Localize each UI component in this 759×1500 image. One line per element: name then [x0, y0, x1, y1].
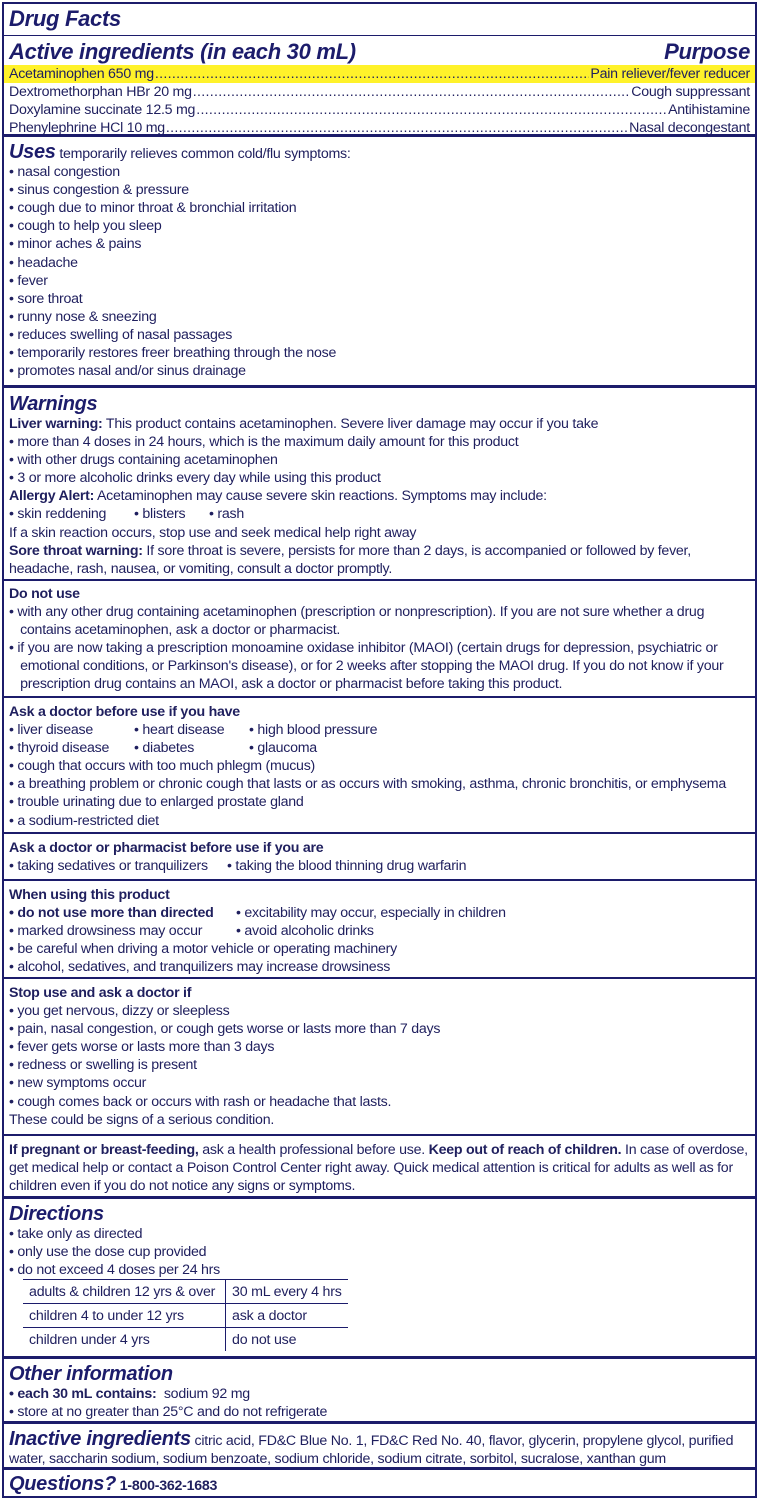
inactive-ingredients-section	[4, 1421, 755, 1467]
sore-throat-warning	[9, 542, 750, 560]
when-using-item: • do not use more than directed	[9, 905, 214, 922]
do-not-use-line: • if you are now taking a prescription monoamine oxidase inhibitor (MAOI) (certain drugs for depression, psychiatric or	[9, 640, 718, 657]
questions-heading: Questions?	[9, 1473, 117, 1495]
allergy-symptom: • skin reddening	[9, 506, 107, 523]
condition-item: • diabetes	[134, 740, 195, 757]
do-not-use-section	[4, 579, 755, 696]
drug-facts-panel	[2, 2, 757, 1498]
condition-item: • glaucoma	[249, 740, 317, 757]
stop-use-item: • pain, nasal congestion, or cough gets worse or lasts more than 7 days	[9, 1021, 441, 1038]
directions-item: • only use the dose cup provided	[9, 1244, 207, 1261]
uses-item: • reduces swelling of nasal passages	[9, 326, 233, 343]
dosage-amount: do not use	[226, 1328, 348, 1352]
do-not-use-heading: Do not use	[9, 586, 80, 602]
ingredient-row-doxylamine	[9, 101, 750, 119]
questions-section	[4, 1467, 755, 1496]
uses-item: • runny nose & sneezing	[9, 308, 157, 325]
inactive-ingredients-heading: Inactive ingredients	[9, 1428, 191, 1450]
when-using-section	[4, 879, 755, 977]
dosage-amount: ask a doctor	[226, 1304, 348, 1328]
ask-doctor-heading: Ask a doctor before use if you have	[9, 704, 240, 720]
stop-use-section	[4, 977, 755, 1134]
phone-number[interactable]: 1-800-362-1683	[116, 1478, 218, 1494]
pregnancy-line-1	[9, 1141, 750, 1159]
dosage-age: adults & children 12 yrs & over	[23, 1280, 226, 1304]
leader-dots	[196, 101, 667, 119]
liver-item: • with other drugs containing acetaminophen	[9, 452, 278, 469]
when-using-heading: When using this product	[9, 887, 170, 903]
ingredient-name: Doxylamine succinate 12.5 mg	[9, 102, 196, 119]
uses-item: • sore throat	[9, 290, 83, 307]
ask-pharmacist-heading: Ask a doctor or pharmacist before use if you are	[9, 840, 324, 856]
directions-section	[4, 1196, 755, 1356]
when-using-item: • be careful when driving a motor vehicle or operating machinery	[9, 941, 397, 958]
keep-out-of-reach-label: Keep out of reach of children.	[428, 1142, 622, 1158]
uses-item: • minor aches & pains	[9, 236, 142, 253]
pharmacist-item: • taking the blood thinning drug warfarin	[227, 858, 467, 875]
stop-use-item: • new symptoms occur	[9, 1075, 147, 1092]
ask-doctor-grid-row	[9, 739, 750, 757]
when-using-item: • alcohol, sedatives, and tranquilizers may increase drowsiness	[9, 959, 391, 976]
pregnancy-line-3: children even if you do not notice any signs or symptoms.	[9, 1178, 356, 1195]
other-info-section	[4, 1356, 755, 1421]
stop-use-heading: Stop use and ask a doctor if	[9, 985, 192, 1001]
liver-warning-label: Liver warning:	[9, 416, 103, 432]
when-using-item: • excitability may occur, especially in children	[236, 905, 506, 922]
sore-throat-label: Sore throat warning:	[9, 542, 143, 559]
stop-use-item: • you get nervous, dizzy or sleepless	[9, 1003, 230, 1020]
dosage-row	[23, 1328, 348, 1352]
ingredient-name: Acetaminophen 650 mg	[9, 66, 154, 82]
uses-item: • cough to help you sleep	[9, 218, 162, 235]
do-not-use-line: contains acetaminophen, ask a doctor or pharmacist.	[9, 622, 341, 639]
inactive-ingredients-text: citric acid, FD&C Blue No. 1, FD&C Red No. 40, flavor, glycerin, propylene glycol, purified	[190, 1433, 734, 1449]
warnings-heading: Warnings	[9, 393, 98, 415]
stop-use-item: • fever gets worse or lasts more than 3 days	[9, 1039, 275, 1056]
leader-dots	[193, 83, 630, 101]
ingredient-purpose: Nasal decongestant	[629, 120, 750, 137]
dosage-row	[23, 1280, 348, 1304]
liver-item: • more than 4 doses in 24 hours, which is the maximum daily amount for this product	[9, 434, 519, 451]
overdose-text: In case of overdose,	[621, 1142, 748, 1158]
when-using-item: • avoid alcoholic drinks	[236, 923, 374, 940]
sodium-info	[9, 1385, 750, 1403]
liver-warning	[9, 415, 750, 433]
ask-pharmacist-section	[4, 832, 755, 879]
uses-section	[4, 134, 755, 384]
liver-warning-text: This product contains acetaminophen. Severe liver damage may occur if you take	[102, 416, 599, 432]
allergy-alert-text: Acetaminophen may cause severe skin reactions. Symptoms may include:	[94, 488, 547, 505]
do-not-use-line: • with any other drug containing acetaminophen (prescription or nonprescription). If you are not sure whether a drug	[9, 604, 705, 621]
allergy-symptom: • blisters	[134, 506, 186, 523]
sodium-label: • each 30 mL contains:	[9, 1386, 157, 1402]
ingredient-purpose: Pain reliever/fever reducer	[590, 66, 750, 82]
pregnancy-line-2: get medical help or contact a Poison Control Center right away. Quick medical attention is critical for adults as well as for	[9, 1160, 733, 1177]
condition-item: • thyroid disease	[9, 740, 110, 757]
condition-item: • a breathing problem or chronic cough that lasts or as occurs with smoking, asthma, chronic bronchitis, or emphysema	[9, 776, 726, 793]
condition-item: • cough that occurs with too much phlegm (mucus)	[9, 758, 316, 775]
uses-intro: temporarily relieves common cold/flu symptoms:	[55, 146, 351, 162]
uses-item: • headache	[9, 254, 78, 271]
sore-throat-text: If sore throat is severe, persists for more than 2 days, is accompanied or followed by fever,	[142, 542, 691, 559]
uses-item: • temporarily restores freer breathing through the nose	[9, 345, 337, 362]
stop-use-item: • redness or swelling is present	[9, 1057, 197, 1074]
ask-doctor-section	[4, 696, 755, 832]
allergy-alert-label: Allergy Alert:	[9, 488, 95, 505]
pregnancy-text: ask a health professional before use.	[198, 1142, 429, 1158]
ingredient-row-dextromethorphan	[9, 83, 750, 101]
do-not-use-line: prescription drug contains an MAOI, ask a doctor or pharmacist before taking this product.	[9, 676, 563, 693]
directions-heading: Directions	[9, 1203, 104, 1225]
drug-facts-title: Drug Facts	[9, 6, 121, 31]
ingredient-row-acetaminophen	[4, 65, 755, 83]
ask-doctor-grid-row	[9, 721, 750, 739]
condition-item: • liver disease	[9, 722, 94, 739]
directions-item: • do not exceed 4 doses per 24 hrs	[9, 1262, 220, 1279]
uses-heading: Uses	[9, 141, 56, 163]
allergy-alert	[9, 487, 750, 505]
ingredient-purpose: Cough suppressant	[631, 84, 750, 101]
directions-item: • take only as directed	[9, 1226, 143, 1242]
stop-use-footer: These could be signs of a serious condition.	[9, 1111, 275, 1128]
uses-item: • cough due to minor throat & bronchial irritation	[9, 200, 297, 217]
condition-item: • a sodium-restricted diet	[9, 812, 159, 829]
uses-item: • fever	[9, 272, 48, 289]
uses-item: • sinus congestion & pressure	[9, 182, 189, 199]
stop-use-item: • cough comes back or occurs with rash or headache that lasts.	[9, 1093, 392, 1110]
dosage-age: children under 4 yrs	[23, 1328, 226, 1352]
dosage-age: children 4 to under 12 yrs	[23, 1304, 226, 1328]
when-using-grid-row	[9, 904, 750, 922]
pregnancy-label: If pregnant or breast-feeding,	[9, 1142, 199, 1158]
pregnancy-section	[4, 1134, 755, 1196]
ingredient-name: Phenylephrine HCl 10 mg	[9, 120, 165, 137]
ingredient-name: Dextromethorphan HBr 20 mg	[9, 84, 192, 101]
dosage-table	[23, 1279, 348, 1351]
condition-item: • heart disease	[134, 722, 225, 739]
drug-facts-header	[4, 6, 755, 32]
active-ingredients-heading: Active ingredients (in each 30 mL)	[9, 39, 356, 64]
sodium-value: sodium 92 mg	[156, 1386, 250, 1402]
dosage-row	[23, 1304, 348, 1328]
leader-dots	[155, 65, 590, 83]
when-using-grid-row	[9, 922, 750, 940]
do-not-use-line: emotional conditions, or Parkinson's disease), or for 2 weeks after stopping the MAOI drug. If you do not know if your	[9, 658, 724, 675]
condition-item: • trouble urinating due to enlarged prostate gland	[9, 794, 304, 811]
ask-pharmacist-row	[9, 857, 750, 875]
storage-info: • store at no greater than 25°C and do not refrigerate	[9, 1404, 328, 1421]
dosage-amount: 30 mL every 4 hrs	[226, 1280, 348, 1304]
uses-item: • nasal congestion	[9, 164, 120, 181]
pharmacist-item: • taking sedatives or tranquilizers	[9, 858, 208, 875]
ingredient-purpose: Antihistamine	[668, 102, 750, 119]
other-info-heading: Other information	[9, 1363, 173, 1385]
when-using-item: • marked drowsiness may occur	[9, 923, 203, 940]
sore-throat-text-cont: headache, rash, nausea, or vomiting, consult a doctor promptly.	[9, 560, 393, 577]
allergy-symptoms	[9, 505, 750, 523]
liver-item: • 3 or more alcoholic drinks every day while using this product	[9, 470, 381, 487]
active-ingredients-section	[4, 35, 755, 137]
inactive-ingredients-text-cont: water, saccharin sodium, sodium benzoate, sodium chloride, sodium citrate, sorbitol, sucralose, xanthan gum	[9, 1451, 666, 1468]
uses-item: • promotes nasal and/or sinus drainage	[9, 363, 246, 380]
warnings-section	[4, 385, 755, 579]
purpose-heading: Purpose	[664, 39, 750, 64]
allergy-symptom: • rash	[209, 506, 245, 523]
condition-item: • high blood pressure	[249, 722, 378, 739]
allergy-followup: If a skin reaction occurs, stop use and seek medical help right away	[9, 524, 417, 541]
